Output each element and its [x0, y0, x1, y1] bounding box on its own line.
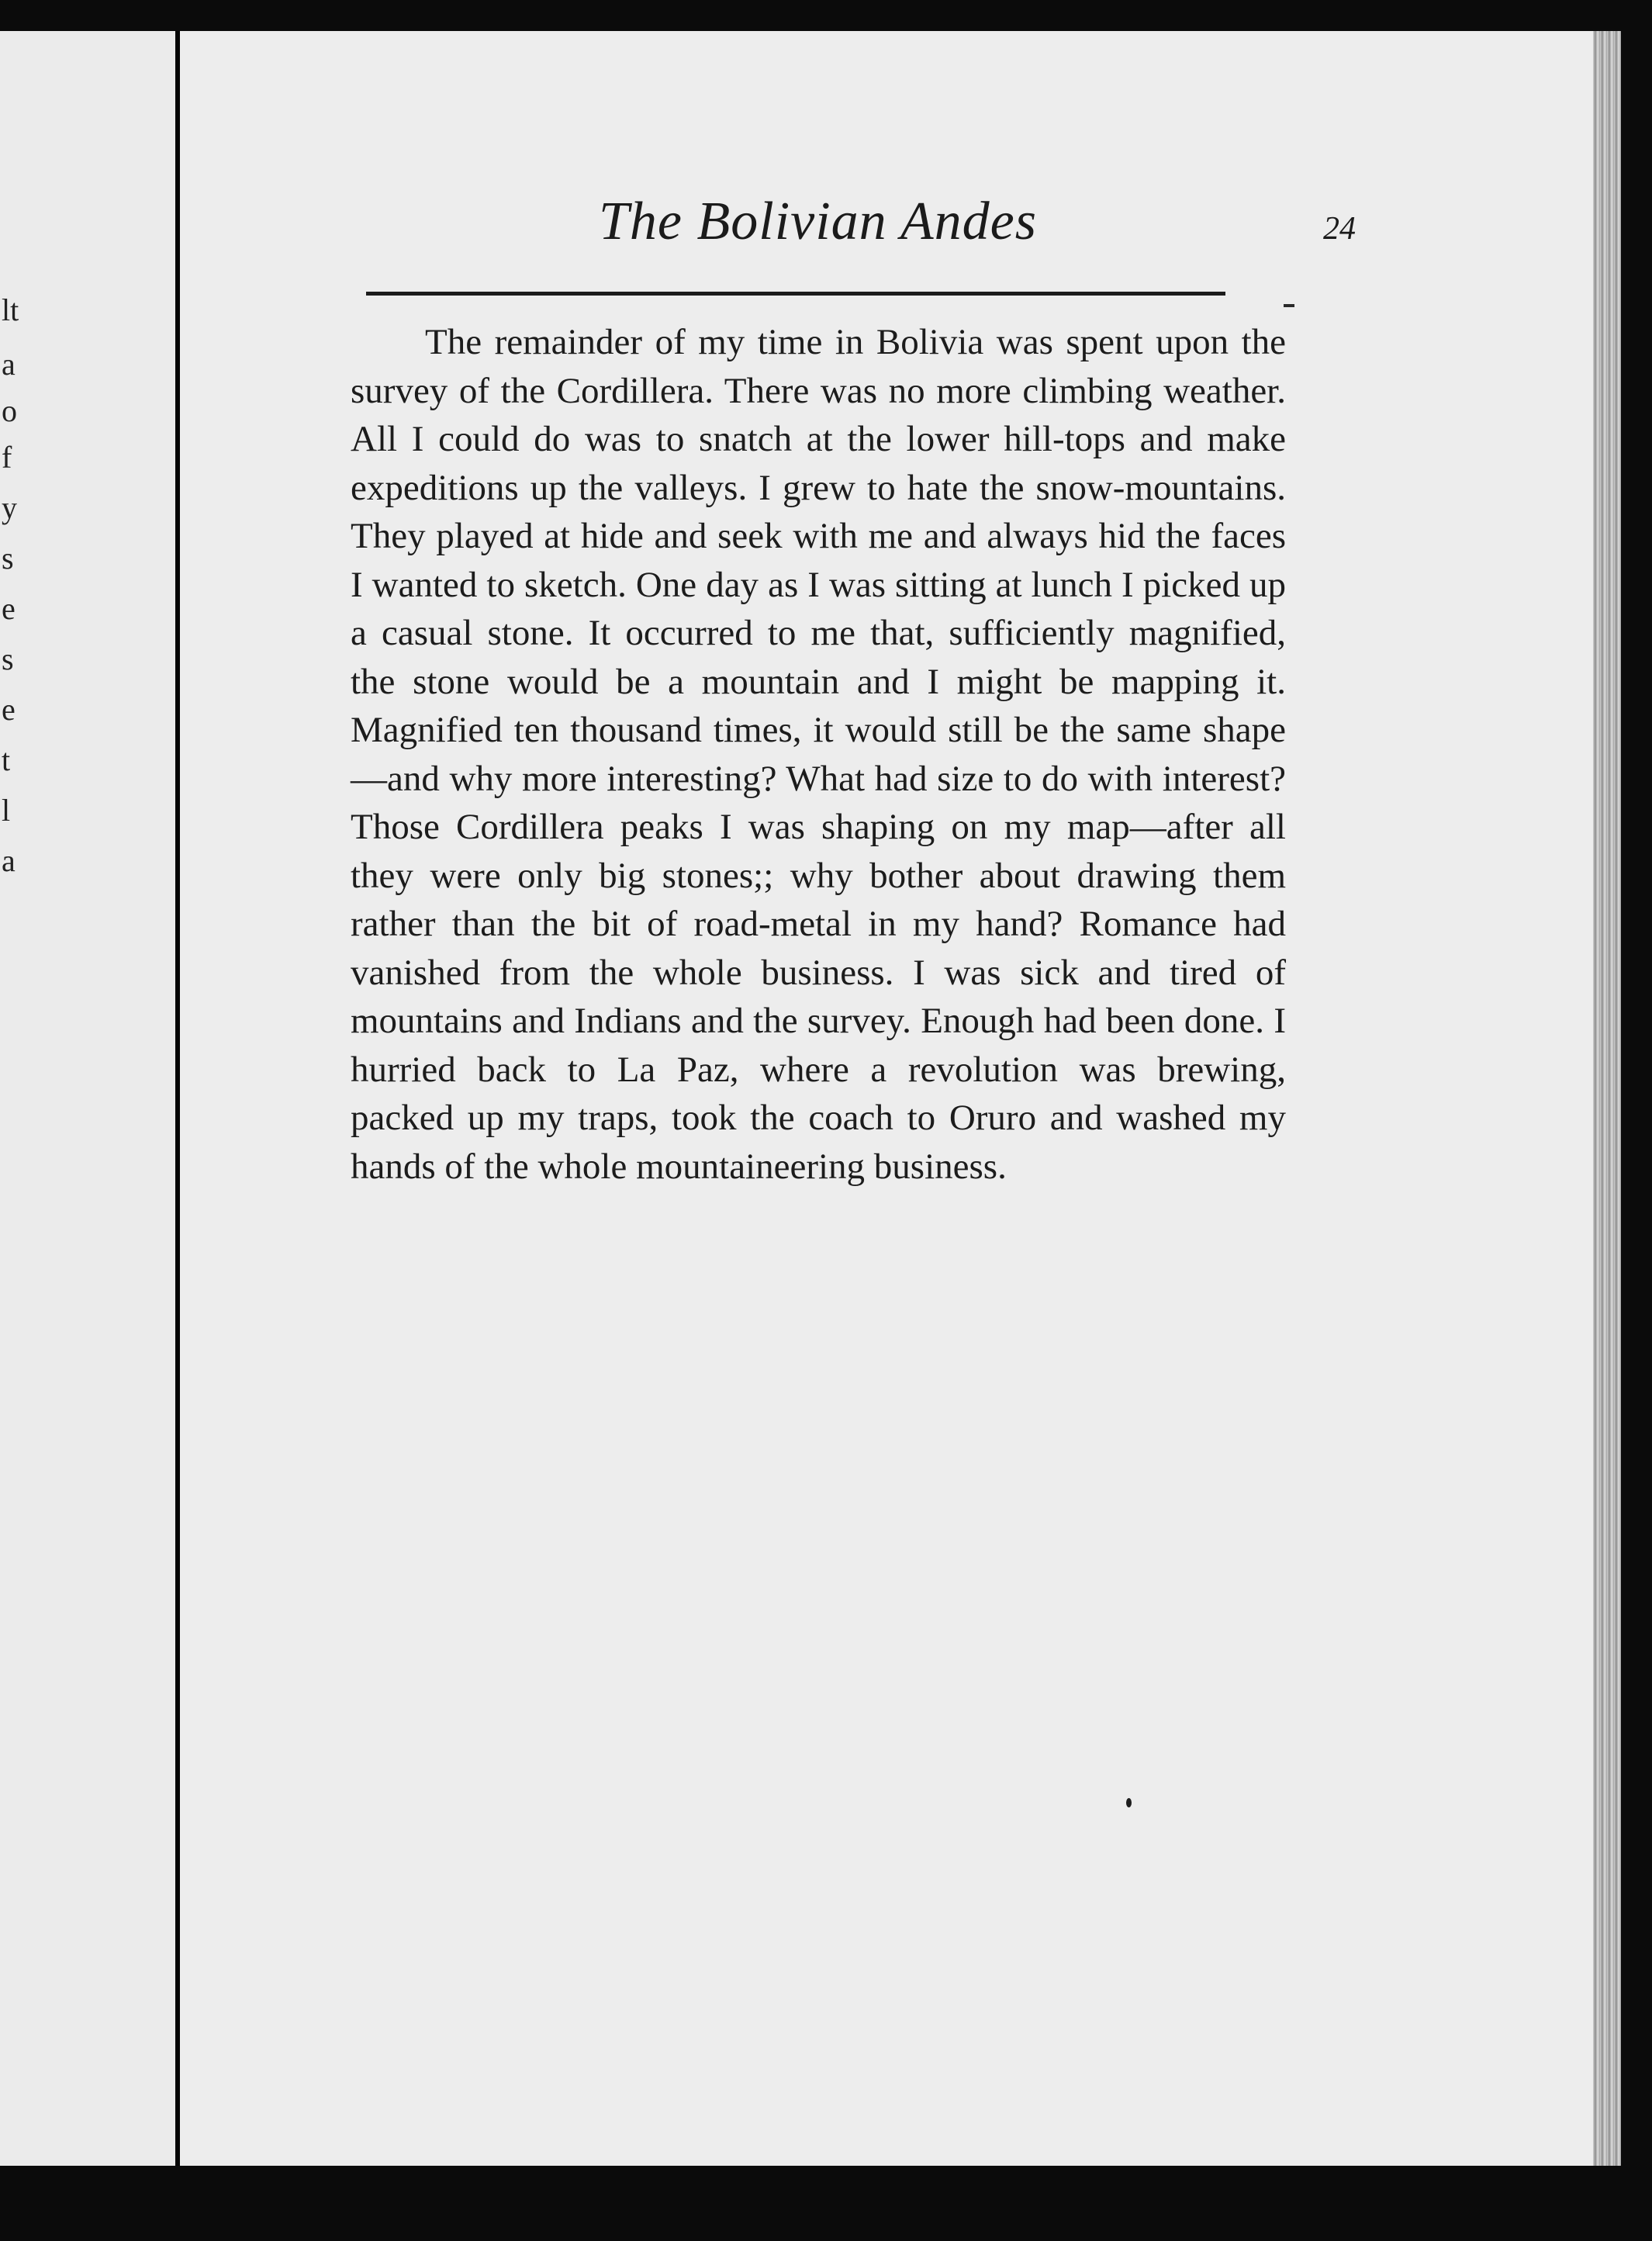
facing-page-fragment: e	[2, 692, 16, 727]
page-edge-shadow	[1593, 31, 1621, 2166]
body-text	[351, 318, 1286, 1191]
header-rule	[366, 292, 1225, 296]
facing-page-fragment: t	[2, 742, 11, 777]
header-rule-dash	[1284, 304, 1294, 307]
paragraph: The remainder of my time in Bolivia was spent upon the survey of the Cordillera. There was no more climbing weather. All I could do was to snatch at the lower hill-tops and make expeditions up the valleys. I grew to hate the snow-mountains. They played at hide and seek with me and always hid the faces I wanted to sketch. One day as I was sitting at lunch I picked up a casual stone. It occurred to me that, sufficiently magnified, the stone would be a mountain and I might be mapping it. Magnified ten thousand times, it would still be the same shape—and why more interesting? What had size to do with interest? Those Cordillera peaks I was shaping on my map—after all they were only big stones;; why bother about drawing them rather than the bit of road-metal in my hand? Romance had vanished from the whole business. I was sick and tired of mountains and Indians and the survey. Enough had been done. I hurried back to La Paz, where a revolution was brewing, packed up my traps, took the coach to Oruro and washed my hands of the whole mountaineering business.	[351, 322, 1286, 1187]
running-head	[410, 191, 1356, 253]
facing-page-edge	[0, 31, 175, 2166]
facing-page-fragment: f	[2, 440, 12, 475]
ink-speck	[1126, 1798, 1132, 1807]
running-head-title: The Bolivian Andes	[599, 192, 1037, 251]
facing-page-fragment: e	[2, 591, 16, 626]
facing-page-fragment: a	[2, 843, 16, 878]
facing-page-fragment: s	[2, 642, 14, 676]
facing-page-fragment: o	[2, 393, 17, 428]
facing-page-fragment: l	[2, 793, 11, 828]
facing-page-fragment: lt	[2, 292, 19, 327]
page-number: 24	[1323, 211, 1356, 247]
facing-page-fragment: s	[2, 541, 14, 576]
facing-page-fragment: y	[2, 490, 17, 525]
facing-page-fragment: a	[2, 347, 16, 382]
